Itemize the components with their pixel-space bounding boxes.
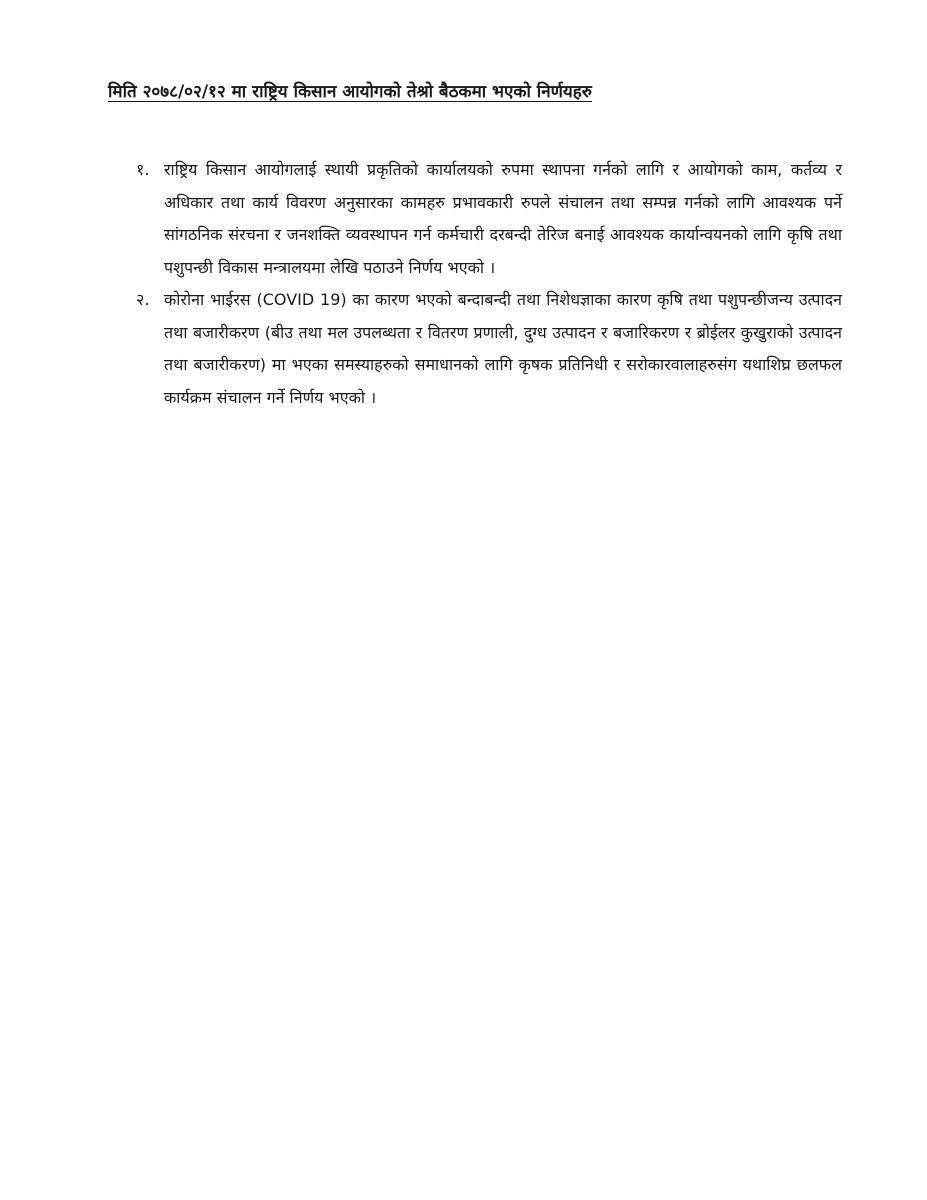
decision-text: कोरोना भाईरस (COVID 19) का कारण भएको बन्दाबन्दी तथा निशेधज्ञाका कारण कृषि तथा पशुपन्छीजन्य उत्पादन तथा बजारीकरण (बीउ तथा मल उपलब्धता र वितरण प्रणाली, दुग्ध उत्पादन र बजारिकरण र ब्रोईलर कुखुराको उत्पादन तथा बजारीकरण) मा भएका समस्याहरुको समाधानको लागि कृषक प्रतिनिधी र सरोकारवालाहरुसंग यथाशिघ्र छलफल कार्यक्रम संचालन गर्ने निर्णय भएको । (164, 290, 842, 407)
decision-text: राष्ट्रिय किसान आयोगलाई स्थायी प्रकृतिको कार्यालयको रुपमा स्थापना गर्नको लागि र आयोगको काम, कर्तव्य र अधिकार तथा कार्य विवरण अनुसारका कामहरु प्रभावकारी रुपले संचालन तथा सम्पन्न गर्नको लागि आवश्यक पर्ने सांगठनिक संरचना र जनशक्ति व्यवस्थापन गर्न कर्मचारी दरबन्दी तेरिज बनाई आवश्यक कार्यान्वयनको लागि कृषि तथा पशुपन्छी विकास मन्त्रालयमा लेखि पठाउने निर्णय भएको । (164, 160, 842, 277)
decision-number: २. (136, 290, 150, 309)
decision-item (136, 154, 842, 284)
decision-list (136, 154, 842, 414)
document-title: मिति २०७८/०२/१२ मा राष्ट्रिय किसान आयोगको तेश्रो बैठकमा भएको निर्णयहरु (108, 82, 592, 102)
decision-number: १. (136, 160, 150, 179)
decision-item (136, 284, 842, 414)
